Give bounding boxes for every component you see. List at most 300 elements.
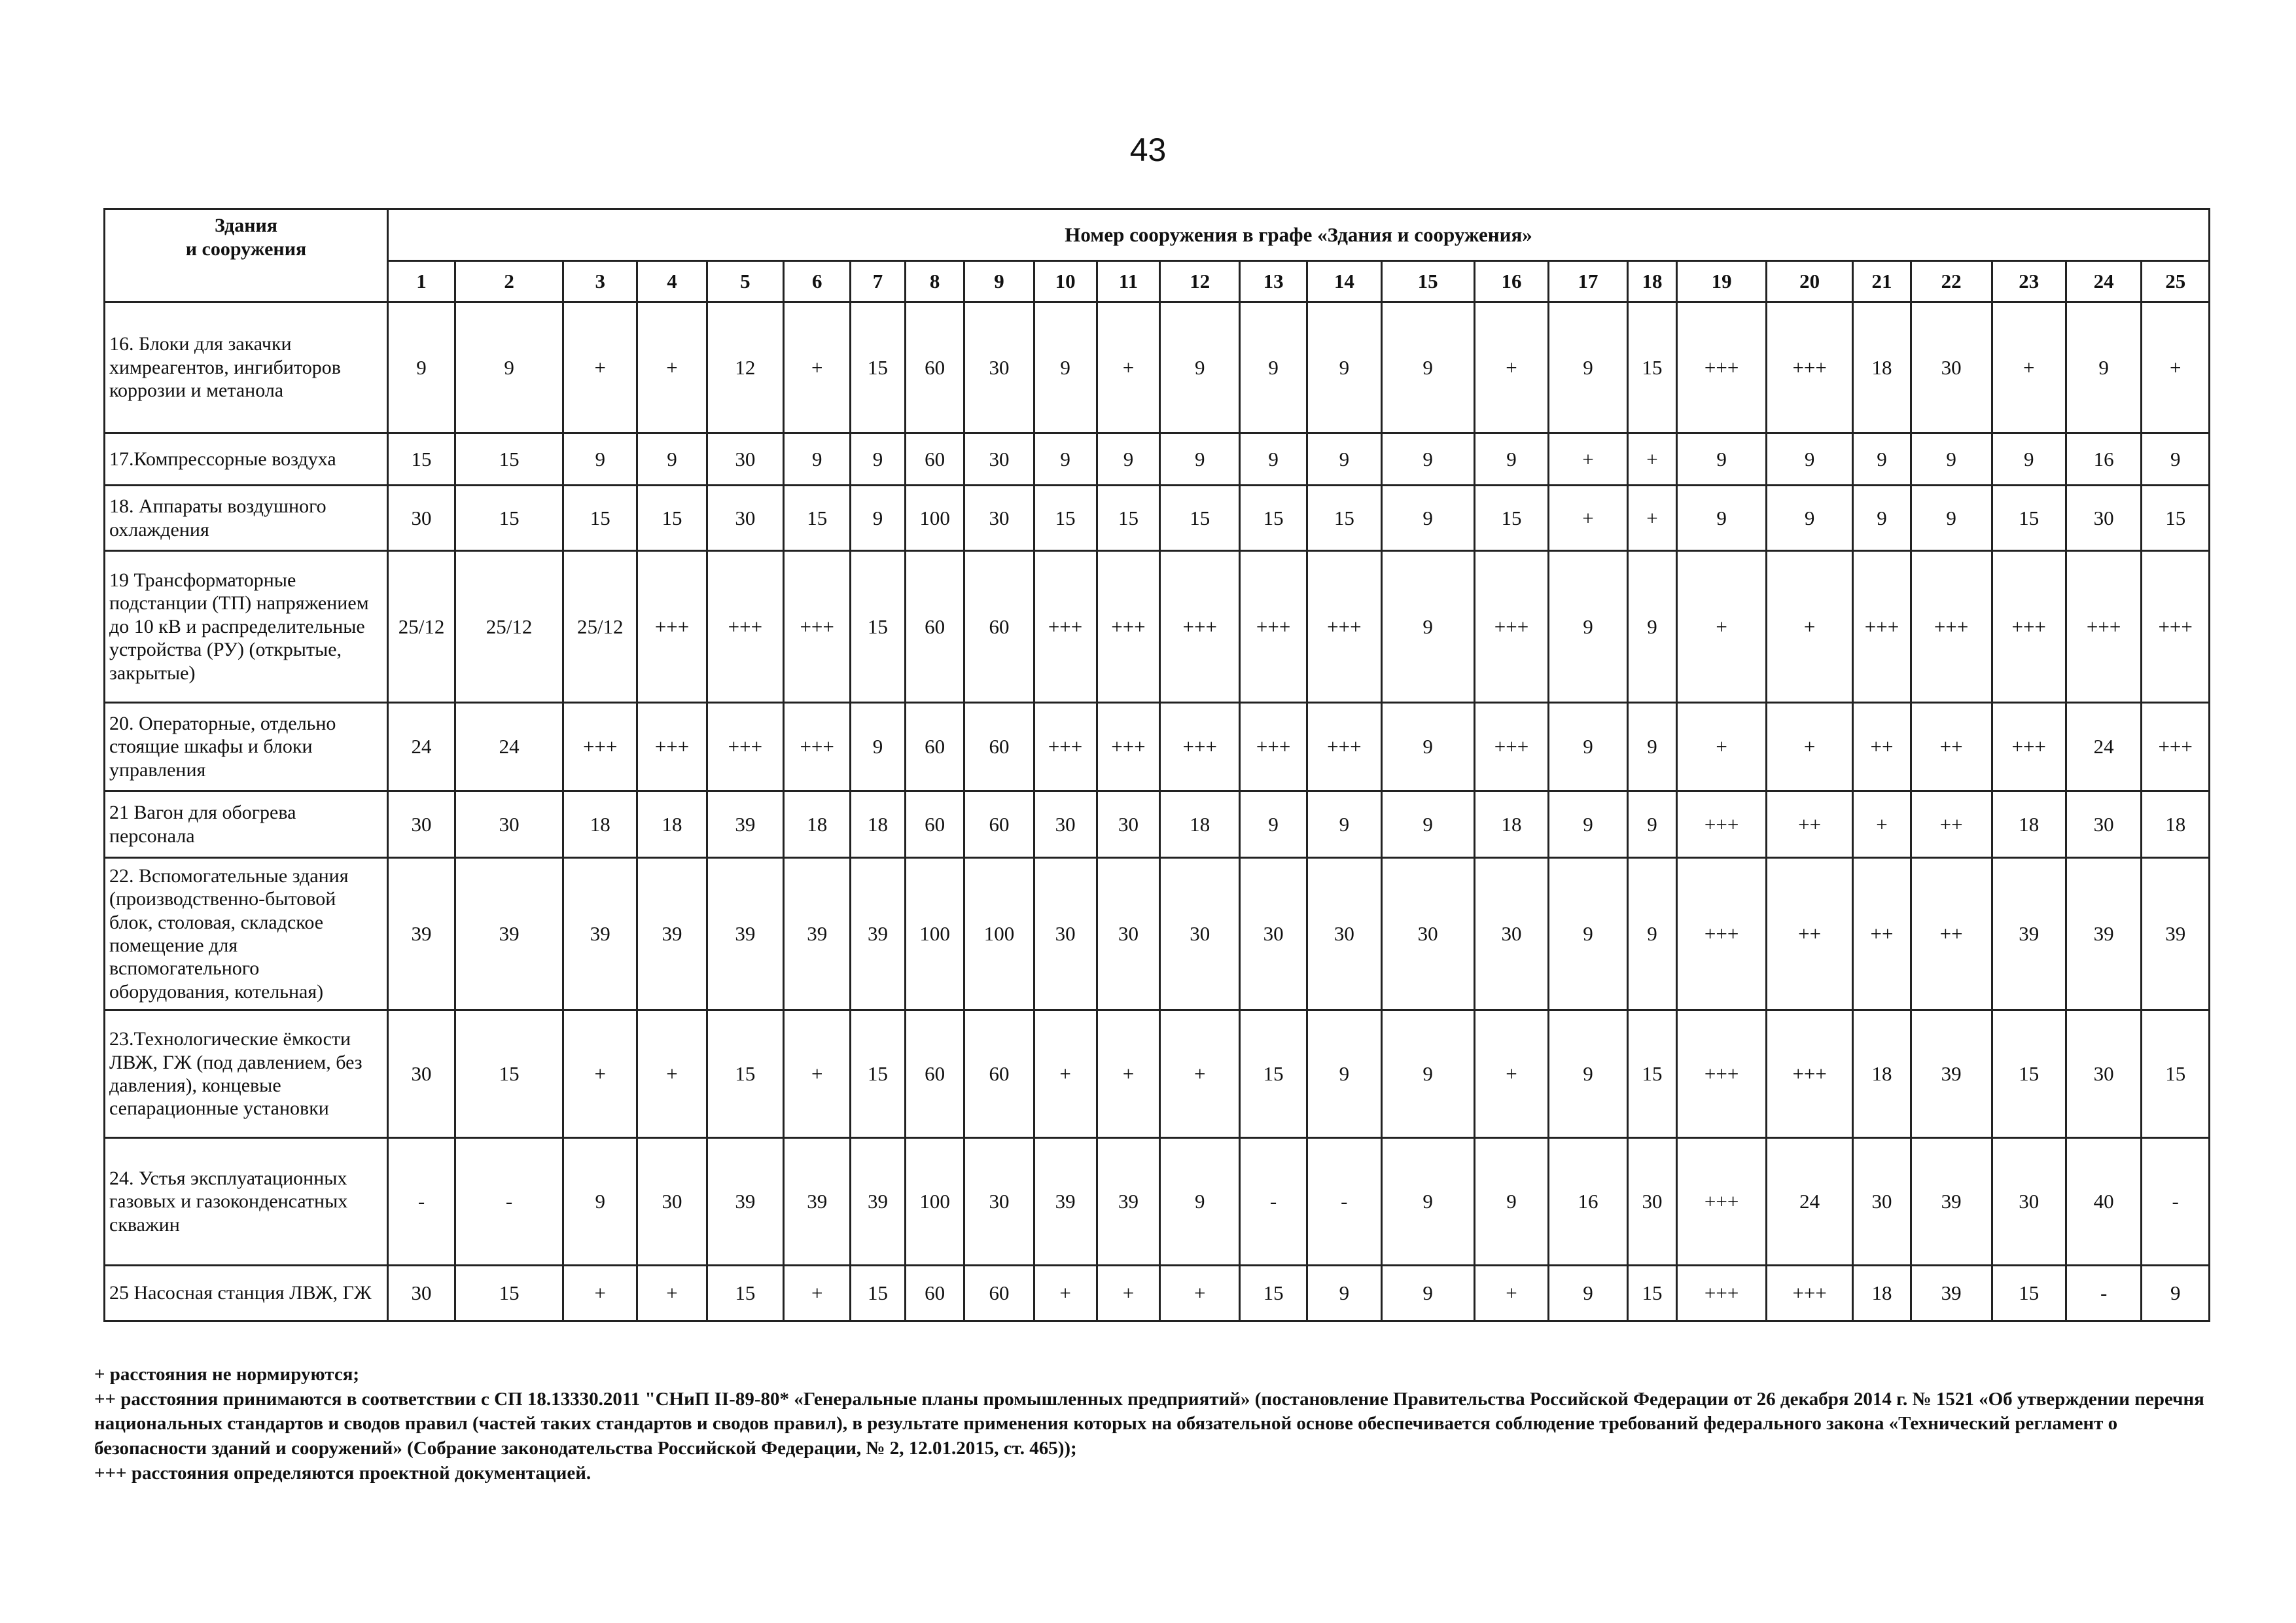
- table-cell: 9: [1677, 433, 1767, 486]
- table-cell: +++: [1097, 551, 1160, 703]
- table-cell: -: [388, 1138, 455, 1266]
- table-cell: +: [1160, 1266, 1240, 1321]
- table-cell: 18: [851, 791, 906, 858]
- table-cell: +: [637, 302, 707, 433]
- table-cell: +++: [1767, 302, 1853, 433]
- table-cell: 15: [851, 1010, 906, 1138]
- column-number: 19: [1677, 261, 1767, 302]
- table-cell: 30: [388, 486, 455, 551]
- table-cell: 15: [1240, 1266, 1307, 1321]
- table-cell: 15: [1474, 486, 1548, 551]
- table-cell: 15: [1307, 486, 1381, 551]
- table-cell: 30: [1307, 858, 1381, 1010]
- table-cell: 30: [1627, 1138, 1676, 1266]
- table-cell: +++: [1853, 551, 1911, 703]
- table-cell: 18: [1992, 791, 2066, 858]
- table-cell: 25/12: [455, 551, 563, 703]
- column-number: 12: [1160, 261, 1240, 302]
- table-cell: 60: [964, 551, 1034, 703]
- table-cell: +: [1549, 486, 1628, 551]
- table-cell: 15: [2142, 1010, 2210, 1138]
- table-cell: 16: [2066, 433, 2141, 486]
- table-cell: 60: [964, 1010, 1034, 1138]
- table-cell: 9: [1381, 1010, 1474, 1138]
- table-cell: -: [2066, 1266, 2141, 1321]
- table-cell: 9: [1034, 433, 1097, 486]
- table-cell: 15: [851, 551, 906, 703]
- table-cell: 9: [1381, 1138, 1474, 1266]
- table-cell: +: [784, 302, 851, 433]
- table-cell: +: [1677, 551, 1767, 703]
- table-cell: 9: [1767, 486, 1853, 551]
- table-cell: 9: [1549, 551, 1628, 703]
- table-cell: 60: [905, 1010, 964, 1138]
- table-cell: 9: [1307, 433, 1381, 486]
- table-cell: +++: [1474, 551, 1548, 703]
- column-number: 20: [1767, 261, 1853, 302]
- column-number-row: [105, 261, 2210, 302]
- table-cell: 9: [1767, 433, 1853, 486]
- table-cell: 9: [1381, 703, 1474, 791]
- group-header: Номер сооружения в графе «Здания и сооружения»: [388, 209, 2210, 261]
- distance-table: [103, 208, 2210, 1322]
- table-cell: 9: [637, 433, 707, 486]
- table-cell: 100: [905, 858, 964, 1010]
- row-label: 20. Операторные, отдельно стоящие шкафы и блоки управления: [105, 703, 388, 791]
- table-cell: 60: [964, 791, 1034, 858]
- column-number: 15: [1381, 261, 1474, 302]
- table-cell: 15: [707, 1010, 784, 1138]
- table-row: [105, 302, 2210, 433]
- table-cell: 9: [1307, 302, 1381, 433]
- table-cell: ++: [1911, 791, 1992, 858]
- column-number: 16: [1474, 261, 1548, 302]
- table-row: [105, 791, 2210, 858]
- table-cell: +++: [784, 703, 851, 791]
- table-cell: 18: [1853, 1010, 1911, 1138]
- table-cell: +: [2142, 302, 2210, 433]
- table-cell: 39: [1911, 1266, 1992, 1321]
- table-cell: 39: [455, 858, 563, 1010]
- table-cell: +: [1160, 1010, 1240, 1138]
- table-cell: ++: [1767, 791, 1853, 858]
- table-cell: +: [1034, 1266, 1097, 1321]
- table-cell: +++: [2142, 551, 2210, 703]
- footnote: ++ расстояния принимаются в соответствии с СП 18.13330.2011 "СНиП II-89-80* «Генеральные планы промышленных предприятий» (постановление Правительства Российской Федерации от 26 декабря 2014 г. № 1521 «Об утверждении перечня национальных стандартов и сводов правил (частей таких стандартов и сводов правил), в результате применения которых на обязательной основе обеспечивается соблюдение требований федерального закона «Технический регламент о безопасности зданий и сооружений» (Собрание законодательства Российской Федерации, № 2, 12.01.2015, ст. 465));: [94, 1388, 2204, 1459]
- table-cell: +: [1853, 791, 1911, 858]
- table-cell: 15: [1627, 1010, 1676, 1138]
- table-row: [105, 703, 2210, 791]
- table-cell: 9: [1307, 791, 1381, 858]
- row-label: 23.Технологические ёмкости ЛВЖ, ГЖ (под давлением, без давления), концевые сепарационные установки: [105, 1010, 388, 1138]
- column-number: 8: [905, 261, 964, 302]
- table-cell: +++: [1767, 1266, 1853, 1321]
- table-cell: 24: [1767, 1138, 1853, 1266]
- table-cell: ++: [1911, 703, 1992, 791]
- table-cell: 9: [563, 1138, 637, 1266]
- column-number: 5: [707, 261, 784, 302]
- table-cell: 9: [1240, 791, 1307, 858]
- row-label: 16. Блоки для закачки химреагентов, ингибиторов коррозии и метанола: [105, 302, 388, 433]
- table-cell: 30: [388, 1266, 455, 1321]
- table-cell: 30: [1381, 858, 1474, 1010]
- table-cell: 9: [1677, 486, 1767, 551]
- table-cell: 15: [1992, 486, 2066, 551]
- table-cell: 60: [905, 1266, 964, 1321]
- table-cell: ++: [1853, 858, 1911, 1010]
- table-cell: +: [1677, 703, 1767, 791]
- table-cell: 39: [1911, 1010, 1992, 1138]
- table-cell: +: [1627, 433, 1676, 486]
- table-cell: 9: [1240, 302, 1307, 433]
- table-cell: ++: [1853, 703, 1911, 791]
- table-cell: 15: [784, 486, 851, 551]
- table-cell: +: [1097, 1010, 1160, 1138]
- table-cell: 9: [1627, 791, 1676, 858]
- table-cell: +++: [1240, 703, 1307, 791]
- row-label: 25 Насосная станция ЛВЖ, ГЖ: [105, 1266, 388, 1321]
- table-cell: ++: [1911, 858, 1992, 1010]
- table-cell: 30: [388, 791, 455, 858]
- table-cell: 30: [637, 1138, 707, 1266]
- table-cell: +++: [1034, 551, 1097, 703]
- table-cell: 18: [1853, 302, 1911, 433]
- table-cell: 39: [563, 858, 637, 1010]
- table-cell: 15: [707, 1266, 784, 1321]
- table-cell: 15: [1627, 302, 1676, 433]
- row-label: 21 Вагон для обогрева персонала: [105, 791, 388, 858]
- table-cell: +++: [1307, 703, 1381, 791]
- table-cell: 15: [1034, 486, 1097, 551]
- table-cell: 24: [455, 703, 563, 791]
- table-cell: 15: [1992, 1010, 2066, 1138]
- footnotes: [94, 1363, 2221, 1486]
- table-cell: 18: [1853, 1266, 1911, 1321]
- table-row: [105, 433, 2210, 486]
- table-cell: 30: [2066, 486, 2141, 551]
- table-cell: 30: [455, 791, 563, 858]
- column-number: 21: [1853, 261, 1911, 302]
- table-cell: +: [1627, 486, 1676, 551]
- table-cell: +++: [1677, 858, 1767, 1010]
- table-cell: 39: [707, 1138, 784, 1266]
- table-cell: 9: [1381, 551, 1474, 703]
- table-cell: +: [1767, 551, 1853, 703]
- table-cell: 30: [964, 302, 1034, 433]
- table-cell: 30: [1034, 858, 1097, 1010]
- table-cell: +++: [637, 551, 707, 703]
- table-cell: +++: [637, 703, 707, 791]
- table-cell: 60: [905, 433, 964, 486]
- table-cell: 9: [1549, 791, 1628, 858]
- table-cell: 9: [1160, 1138, 1240, 1266]
- table-cell: 39: [851, 858, 906, 1010]
- table-row: [105, 486, 2210, 551]
- table-cell: +++: [1767, 1010, 1853, 1138]
- table-cell: -: [2142, 1138, 2210, 1266]
- table-cell: +++: [2142, 703, 2210, 791]
- table-cell: 12: [707, 302, 784, 433]
- table-cell: 9: [1549, 1010, 1628, 1138]
- table-cell: 9: [1381, 791, 1474, 858]
- table-cell: 39: [1911, 1138, 1992, 1266]
- table-cell: 30: [1474, 858, 1548, 1010]
- table-cell: -: [1240, 1138, 1307, 1266]
- table-cell: +++: [1992, 551, 2066, 703]
- table-row: [105, 1138, 2210, 1266]
- table-cell: +++: [1160, 551, 1240, 703]
- table-cell: 39: [784, 1138, 851, 1266]
- table-cell: +++: [2066, 551, 2141, 703]
- table-cell: 9: [1853, 433, 1911, 486]
- table-cell: 9: [1381, 1266, 1474, 1321]
- column-number: 11: [1097, 261, 1160, 302]
- table-cell: 15: [1160, 486, 1240, 551]
- column-number: 9: [964, 261, 1034, 302]
- table-cell: 9: [455, 302, 563, 433]
- table-cell: +: [784, 1010, 851, 1138]
- table-cell: 9: [1240, 433, 1307, 486]
- table-cell: 15: [455, 433, 563, 486]
- table-cell: 30: [1911, 302, 1992, 433]
- table-cell: 9: [1474, 1138, 1548, 1266]
- table-cell: 15: [1240, 1010, 1307, 1138]
- table-cell: 15: [563, 486, 637, 551]
- column-number: 1: [388, 261, 455, 302]
- table-cell: +++: [707, 703, 784, 791]
- table-cell: 9: [2066, 302, 2141, 433]
- table-row: [105, 1010, 2210, 1138]
- table-cell: 15: [2142, 486, 2210, 551]
- column-number: 14: [1307, 261, 1381, 302]
- table-cell: +++: [1677, 1266, 1767, 1321]
- table-cell: 16: [1549, 1138, 1628, 1266]
- table-cell: +++: [1992, 703, 2066, 791]
- table-cell: 30: [1097, 791, 1160, 858]
- table-cell: +: [784, 1266, 851, 1321]
- table-cell: +: [563, 1266, 637, 1321]
- row-label: 22. Вспомогательные здания (производственно-бытовой блок, столовая, складское помещение для вспомогательного оборудования, котельная): [105, 858, 388, 1010]
- table-cell: +: [1474, 1266, 1548, 1321]
- table-cell: 30: [707, 433, 784, 486]
- table-cell: 9: [2142, 433, 2210, 486]
- table-cell: 39: [707, 858, 784, 1010]
- row-label: 17.Компрессорные воздуха: [105, 433, 388, 486]
- table-cell: 15: [1992, 1266, 2066, 1321]
- table-cell: 9: [1549, 858, 1628, 1010]
- column-number: 23: [1992, 261, 2066, 302]
- table-cell: +++: [1097, 703, 1160, 791]
- table-cell: 18: [563, 791, 637, 858]
- page-number: 43: [1129, 132, 1167, 168]
- table-cell: 9: [388, 302, 455, 433]
- table-cell: +: [1474, 302, 1548, 433]
- table-cell: +++: [707, 551, 784, 703]
- column-number: 2: [455, 261, 563, 302]
- table-cell: 39: [784, 858, 851, 1010]
- table-cell: 18: [637, 791, 707, 858]
- header-row: [105, 209, 2210, 261]
- table-cell: 9: [1549, 1266, 1628, 1321]
- table-cell: +: [1034, 1010, 1097, 1138]
- table-cell: 9: [1853, 486, 1911, 551]
- table-cell: +++: [1677, 791, 1767, 858]
- table-cell: 39: [637, 858, 707, 1010]
- table-cell: 9: [1381, 302, 1474, 433]
- table-cell: 15: [455, 486, 563, 551]
- table-row: [105, 858, 2210, 1010]
- table-cell: 9: [1549, 302, 1628, 433]
- table-cell: 15: [851, 1266, 906, 1321]
- table-cell: +++: [1677, 1010, 1767, 1138]
- table-cell: 9: [1097, 433, 1160, 486]
- table-cell: 39: [707, 791, 784, 858]
- column-number: 24: [2066, 261, 2141, 302]
- table-cell: +++: [1677, 302, 1767, 433]
- table-cell: +: [1767, 703, 1853, 791]
- table-cell: 9: [1160, 433, 1240, 486]
- table-cell: +: [1549, 433, 1628, 486]
- table-cell: -: [455, 1138, 563, 1266]
- table-cell: 30: [2066, 791, 2141, 858]
- table-cell: 9: [2142, 1266, 2210, 1321]
- table-cell: 100: [905, 486, 964, 551]
- table-cell: 15: [1240, 486, 1307, 551]
- column-number: 7: [851, 261, 906, 302]
- table-cell: 9: [851, 703, 906, 791]
- table-cell: 9: [1992, 433, 2066, 486]
- table-cell: 24: [388, 703, 455, 791]
- table-cell: 15: [388, 433, 455, 486]
- table-cell: ++: [1767, 858, 1853, 1010]
- table-cell: 40: [2066, 1138, 2141, 1266]
- row-label: 24. Устья эксплуатационных газовых и газоконденсатных скважин: [105, 1138, 388, 1266]
- table-cell: +++: [1911, 551, 1992, 703]
- table-cell: -: [1307, 1138, 1381, 1266]
- table-cell: 39: [1097, 1138, 1160, 1266]
- column-number: 6: [784, 261, 851, 302]
- table-cell: 9: [1381, 486, 1474, 551]
- table-cell: 60: [964, 1266, 1034, 1321]
- table-cell: 30: [1034, 791, 1097, 858]
- column-number: 17: [1549, 261, 1628, 302]
- table-cell: 30: [1097, 858, 1160, 1010]
- table-cell: 100: [905, 1138, 964, 1266]
- column-number: 3: [563, 261, 637, 302]
- table-cell: +: [1474, 1010, 1548, 1138]
- table-cell: +++: [1160, 703, 1240, 791]
- table-cell: 18: [1474, 791, 1548, 858]
- table-cell: 30: [964, 1138, 1034, 1266]
- table-cell: +: [1097, 1266, 1160, 1321]
- table-cell: 9: [1034, 302, 1097, 433]
- table-cell: 30: [1992, 1138, 2066, 1266]
- table-cell: 9: [851, 433, 906, 486]
- table-cell: 39: [2066, 858, 2141, 1010]
- table-cell: 39: [1034, 1138, 1097, 1266]
- table-cell: 9: [1307, 1266, 1381, 1321]
- row-label: 19 Трансформаторные подстанции (ТП) напряжением до 10 кВ и распределительные устройства (РУ) (открытые, закрытые): [105, 551, 388, 703]
- table-cell: 30: [707, 486, 784, 551]
- table-row: [105, 1266, 2210, 1321]
- table-cell: +: [563, 302, 637, 433]
- table-cell: 9: [1627, 551, 1676, 703]
- table-cell: 30: [1160, 858, 1240, 1010]
- table-cell: 9: [1307, 1010, 1381, 1138]
- table-cell: 39: [2142, 858, 2210, 1010]
- table-cell: 100: [964, 858, 1034, 1010]
- table-cell: 60: [905, 551, 964, 703]
- row-label: 18. Аппараты воздушного охлаждения: [105, 486, 388, 551]
- table-cell: 15: [851, 302, 906, 433]
- table-cell: 15: [637, 486, 707, 551]
- table-cell: 18: [2142, 791, 2210, 858]
- table-cell: 30: [964, 486, 1034, 551]
- column-number: 4: [637, 261, 707, 302]
- table-cell: 30: [964, 433, 1034, 486]
- corner-header: Здания и сооружения: [105, 209, 388, 302]
- column-number: 25: [2142, 261, 2210, 302]
- table-cell: +: [637, 1266, 707, 1321]
- table-cell: +: [637, 1010, 707, 1138]
- table-cell: 18: [1160, 791, 1240, 858]
- table-cell: 30: [1853, 1138, 1911, 1266]
- table-cell: 60: [905, 791, 964, 858]
- table-cell: 9: [851, 486, 906, 551]
- table-cell: +++: [784, 551, 851, 703]
- column-number: 22: [1911, 261, 1992, 302]
- table-cell: 60: [905, 302, 964, 433]
- table-cell: 9: [563, 433, 637, 486]
- table-cell: 30: [2066, 1010, 2141, 1138]
- table-cell: 9: [1627, 858, 1676, 1010]
- table-cell: 18: [784, 791, 851, 858]
- table-cell: 9: [1160, 302, 1240, 433]
- table-row: [105, 551, 2210, 703]
- table-cell: +: [563, 1010, 637, 1138]
- table-cell: 39: [851, 1138, 906, 1266]
- table-cell: 9: [1911, 433, 1992, 486]
- table-cell: 30: [388, 1010, 455, 1138]
- table-cell: 25/12: [388, 551, 455, 703]
- column-number: 13: [1240, 261, 1307, 302]
- footnote: +++ расстояния определяются проектной документацией.: [94, 1462, 592, 1484]
- table-cell: +++: [1307, 551, 1381, 703]
- table-cell: 60: [964, 703, 1034, 791]
- table-cell: 30: [1240, 858, 1307, 1010]
- table-cell: 9: [1549, 703, 1628, 791]
- table-cell: 9: [1911, 486, 1992, 551]
- table-cell: 9: [784, 433, 851, 486]
- table-cell: 9: [1627, 703, 1676, 791]
- table-cell: +++: [1474, 703, 1548, 791]
- table-cell: 15: [1097, 486, 1160, 551]
- column-number: 18: [1627, 261, 1676, 302]
- table-cell: 15: [455, 1266, 563, 1321]
- table-cell: +++: [563, 703, 637, 791]
- table-cell: 15: [1627, 1266, 1676, 1321]
- table-cell: +++: [1034, 703, 1097, 791]
- footnote: + расстояния не нормируются;: [94, 1364, 360, 1385]
- table-cell: 39: [388, 858, 455, 1010]
- table-cell: +++: [1240, 551, 1307, 703]
- table-cell: +++: [1677, 1138, 1767, 1266]
- table-cell: 39: [1992, 858, 2066, 1010]
- table-cell: 15: [455, 1010, 563, 1138]
- table-cell: +: [1097, 302, 1160, 433]
- table-cell: 25/12: [563, 551, 637, 703]
- table-cell: 60: [905, 703, 964, 791]
